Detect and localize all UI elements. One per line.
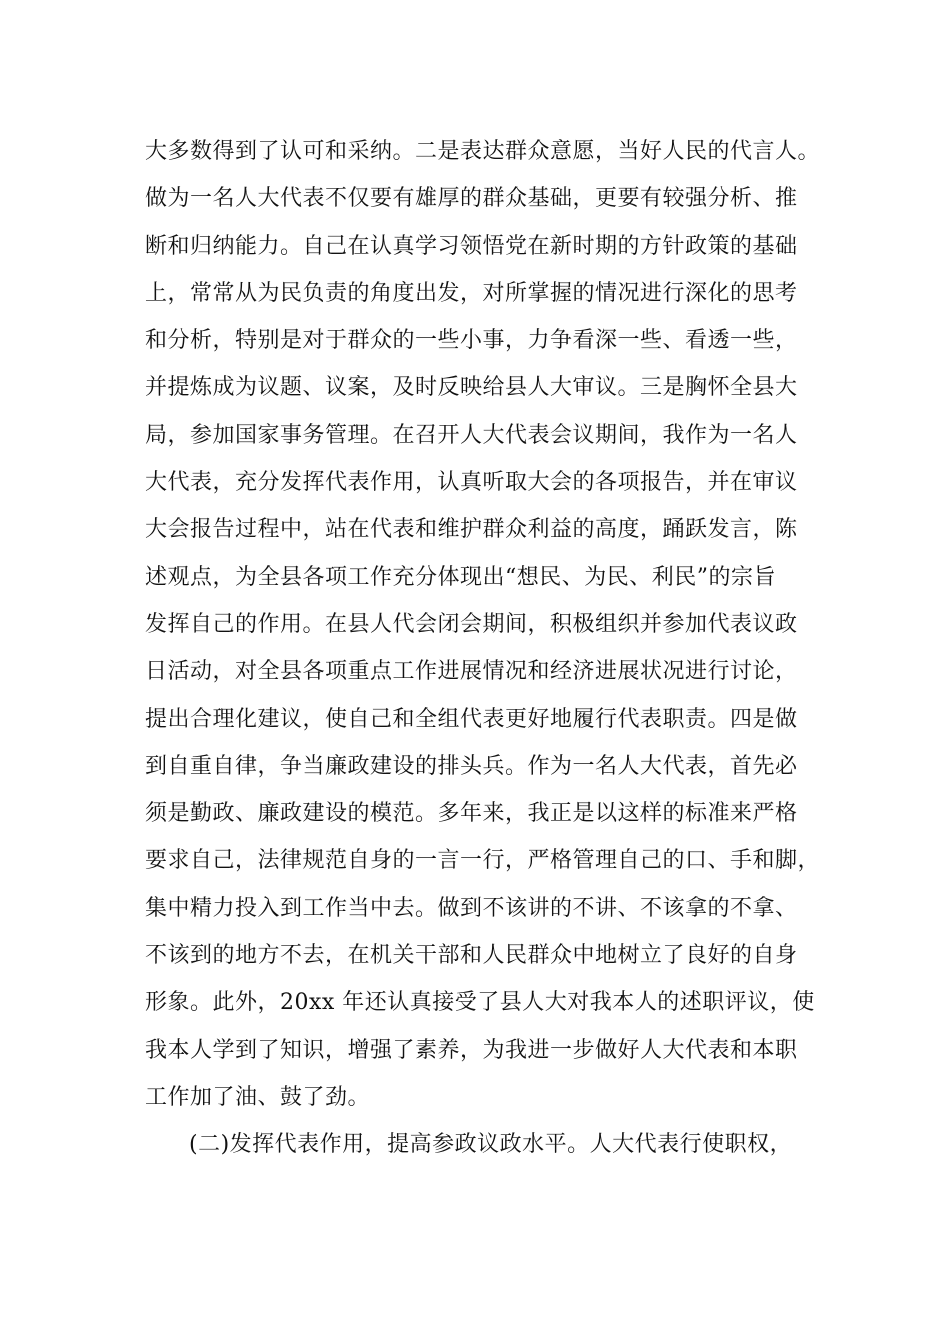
text-line: 集中精力投入到工作当中去。做到不该讲的不讲、不该拿的不拿、 [145,895,798,921]
text-line: 工作加了油、鼓了劲。 [145,1084,371,1110]
text-line: 并提炼成为议题、议案，及时反映给县人大审议。三是胸怀全县大 [145,375,798,401]
text-line: 形象。此外，20xx 年还认真接受了县人大对我本人的述职评议，使 [145,990,815,1016]
text-line: 局，参加国家事务管理。在召开人大代表会议期间，我作为一名人 [145,422,798,448]
text-line: 须是勤政、廉政建设的模范。多年来，我正是以这样的标准来严格 [145,801,798,827]
text-line: 要求自己，法律规范自身的一言一行，严格管理自己的口、手和脚， [145,848,821,874]
text-line: 述观点，为全县各项工作充分体现出“想民、为民、利民”的宗旨 [145,564,776,590]
text-line: 发挥自己的作用。在县人代会闭会期间，积极组织并参加代表议政 [145,611,798,637]
text-line: 和分析，特别是对于群众的一些小事，力争看深一些、看透一些， [145,328,798,354]
section-heading-line: (二)发挥代表作用，提高参政议政水平。人大代表行使职权， [189,1132,793,1158]
body-text [145,128,835,1169]
text-line: 断和归纳能力。自己在认真学习领悟党在新时期的方针政策的基础 [145,233,798,259]
text-line: 提出合理化建议，使自己和全组代表更好地履行代表职责。四是做 [145,706,798,732]
text-line: 大会报告过程中，站在代表和维护群众利益的高度，踊跃发言，陈 [145,517,798,543]
text-line: 到自重自律，争当廉政建设的排头兵。作为一名人大代表，首先必 [145,753,798,779]
text-line: 做为一名人大代表不仅要有雄厚的群众基础，更要有较强分析、推 [145,186,798,212]
text-line: 不该到的地方不去，在机关干部和人民群众中地树立了良好的自身 [145,943,798,969]
text-line: 大多数得到了认可和采纳。二是表达群众意愿，当好人民的代言人。 [145,139,821,164]
text-line: 大代表，充分发挥代表作用，认真听取大会的各项报告，并在审议 [145,470,798,496]
text-line: 上，常常从为民负责的角度出发，对所掌握的情况进行深化的思考 [145,280,798,306]
text-line: 我本人学到了知识，增强了素养，为我进一步做好人大代表和本职 [145,1037,798,1063]
text-line: 日活动，对全县各项重点工作进展情况和经济进展状况进行讨论， [145,659,798,685]
